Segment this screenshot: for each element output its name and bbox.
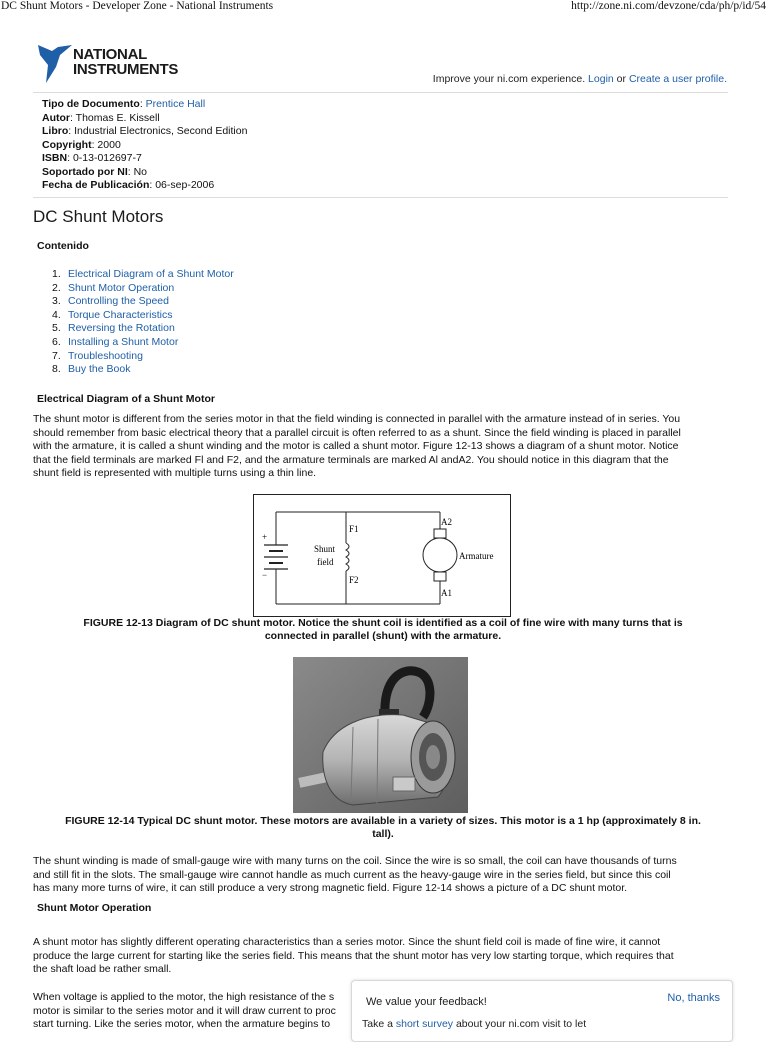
text-line: and still fit in the slots. The small-gauge wire cannot handle as much current as the heavy-gauge wire in the series field, but since this coil (33, 868, 671, 881)
text-line: the shaft load be rather small. (33, 963, 172, 976)
create-profile-link[interactable]: Create a user profile. (628, 73, 727, 85)
toc-item (52, 268, 234, 282)
text-line: has many more turns of wire, it can still produce a very strong magnetic field. Figure 12-14 shows a picture of a DC shunt motor. (33, 882, 628, 895)
survey-link[interactable]: short survey (395, 1018, 454, 1030)
toc-link[interactable]: Controlling the Speed (68, 295, 169, 308)
doc-info-row: Libro: Industrial Electronics, Second Edition (42, 125, 248, 137)
doc-info-row: Autor: Thomas E. Kissell (42, 111, 160, 124)
account-prompt-text: Improve your ni.com experience. (432, 73, 586, 85)
doc-info-value: No (133, 165, 148, 178)
doc-info-row: Fecha de Publicación: 06-sep-2006 (42, 179, 215, 191)
figure-14-caption (33, 815, 733, 841)
figure-13-caption (33, 617, 733, 643)
ni-eagle-icon (38, 45, 72, 83)
battery-plus-label: + (262, 532, 268, 542)
text-line: When voltage is applied to the motor, the high resistance of the s (33, 991, 335, 1003)
document-type-link[interactable]: Prentice Hall (145, 98, 206, 110)
feedback-popup (351, 980, 733, 1042)
doc-info-key: Tipo de Documento (42, 98, 140, 110)
doc-info-value: 06-sep-2006 (155, 179, 215, 191)
toc-number: 7. (52, 349, 61, 362)
toc-item (52, 295, 234, 309)
login-link[interactable]: Login (588, 73, 614, 85)
toc-link[interactable]: Troubleshooting (68, 349, 143, 362)
caption-line: FIGURE 12-14 Typical DC shunt motor. These motors are available in a variety of sizes. This motor is a 1 hp (approximately 8 in. (65, 815, 701, 827)
paragraph (33, 413, 733, 481)
text-line: produce the large current for starting like the series field. This means that the shunt motor has very low starting torque, which requires that (33, 949, 674, 962)
feedback-body-text: Take a (362, 1018, 396, 1030)
circuit-schematic (254, 495, 510, 616)
text-line: start turning. Like the series motor, when the armature begins to (33, 1018, 331, 1031)
shunt-motor-photo (293, 657, 468, 813)
toc-number: 8. (52, 363, 61, 376)
toc-item (52, 282, 234, 296)
doc-info-row: ISBN: 0-13-012697-7 (42, 152, 142, 164)
shunt-motor-diagram (253, 494, 511, 617)
toc-number: 2. (52, 281, 61, 294)
paragraph (33, 936, 733, 977)
no-thanks-link[interactable]: No, thanks (667, 992, 720, 1004)
doc-info-value: Thomas E. Kissell (75, 111, 160, 124)
toc-item (52, 309, 234, 323)
motor-photo-illustration (293, 657, 468, 813)
f1-label: F1 (349, 524, 359, 534)
doc-info-value: 0-13-012697-7 (72, 152, 142, 164)
doc-info-key: Soportado por NI (42, 165, 128, 178)
text-line: The shunt winding is made of small-gauge wire with many turns on the coil. Since the wire is so small, the coil can have thousands of turns (33, 855, 677, 867)
section-heading: Electrical Diagram of a Shunt Motor (37, 393, 215, 405)
feedback-heading: We value your feedback! (366, 996, 487, 1008)
field-label: field (317, 557, 334, 567)
toc-item (52, 363, 234, 377)
print-header (0, 0, 768, 14)
a1-label: A1 (441, 588, 452, 598)
doc-info-row: Tipo de Documento: Prentice Hall (42, 98, 206, 110)
toc-link[interactable]: Buy the Book (68, 363, 131, 376)
toc-number: 6. (52, 335, 61, 348)
doc-info-row: Copyright: 2000 (42, 138, 121, 151)
doc-info-row: Soportado por NI: No (42, 165, 148, 178)
text-line: The shunt motor is different from the series motor in that the field winding is connected in parallel with the armature instead of in series. You (33, 413, 681, 425)
text-line: that the field terminals are marked Fl and F2, and the armature terminals are marked Al andA2. You should notice in this diagram that the (33, 453, 669, 466)
page-title: DC Shunt Motors (33, 207, 164, 226)
contents-heading: Contenido (37, 240, 89, 252)
toc-link[interactable]: Shunt Motor Operation (68, 281, 175, 294)
toc-link[interactable]: Electrical Diagram of a Shunt Motor (68, 268, 234, 280)
text-line: shunt field is represented with multiple turns using a thin line. (33, 467, 317, 480)
text-line: should remember from basic electrical theory that a parallel circuit is often referred to as a shunt. Since the field winding is placed in parallel (33, 426, 681, 439)
toc-link[interactable]: Installing a Shunt Motor (68, 335, 179, 348)
feedback-body (362, 1018, 586, 1030)
toc-number: 4. (52, 308, 61, 321)
print-page-url: http://zone.ni.com/devzone/cda/ph/p/id/54 (571, 0, 766, 12)
toc-item (52, 322, 234, 336)
toc-link[interactable]: Torque Characteristics (68, 308, 173, 321)
caption-line: tall). (372, 828, 394, 840)
feedback-body-text: about your ni.com visit to let (453, 1018, 587, 1030)
f2-label: F2 (349, 575, 359, 585)
doc-info-key: Autor (42, 111, 70, 124)
text-line: A shunt motor has slightly different operating characteristics than a series motor. Since the shunt field coil is made of fine wire, it cannot (33, 936, 661, 948)
print-page-title: DC Shunt Motors - Developer Zone - National Instruments (1, 0, 274, 12)
armature-label: Armature (459, 551, 494, 561)
caption-line: FIGURE 12-13 Diagram of DC shunt motor. Notice the shunt coil is identified as a coil of fine wire with many turns that is (83, 617, 683, 629)
section-heading: Shunt Motor Operation (37, 902, 152, 914)
doc-info-value: 2000 (97, 138, 121, 151)
text-line: motor is similar to the series motor and it will draw current to proc (33, 1004, 336, 1017)
logo-line-1: NATIONAL (73, 46, 147, 63)
document-info-box (33, 92, 728, 198)
doc-info-value: Industrial Electronics, Second Edition (74, 125, 248, 137)
ni-logo[interactable] (38, 44, 188, 84)
paragraph (33, 855, 733, 896)
toc-link[interactable]: Reversing the Rotation (68, 322, 175, 335)
shunt-label: Shunt (314, 544, 336, 554)
doc-info-key: Fecha de Publicación (42, 179, 150, 191)
toc-number: 1. (52, 268, 61, 280)
doc-info-key: ISBN (42, 152, 68, 164)
logo-line-2: INSTRUMENTS (73, 61, 179, 78)
caption-line: connected in parallel (shunt) with the armature. (264, 630, 502, 642)
doc-info-key: Copyright (42, 138, 92, 151)
or-text: or (616, 73, 627, 85)
toc-number: 3. (52, 295, 61, 308)
account-prompt (433, 73, 727, 85)
text-line: with the armature, it is called a shunt winding and the motor is called a shunt motor. Figure 12-13 shows a diagram of a shunt motor. Notice (33, 440, 679, 453)
a2-label: A2 (441, 517, 452, 527)
battery-minus-label: − (262, 570, 268, 580)
doc-info-key: Libro (42, 125, 69, 137)
toc-item (52, 350, 234, 364)
toc-item (52, 336, 234, 350)
toc-number: 5. (52, 322, 61, 335)
table-of-contents (52, 268, 234, 377)
